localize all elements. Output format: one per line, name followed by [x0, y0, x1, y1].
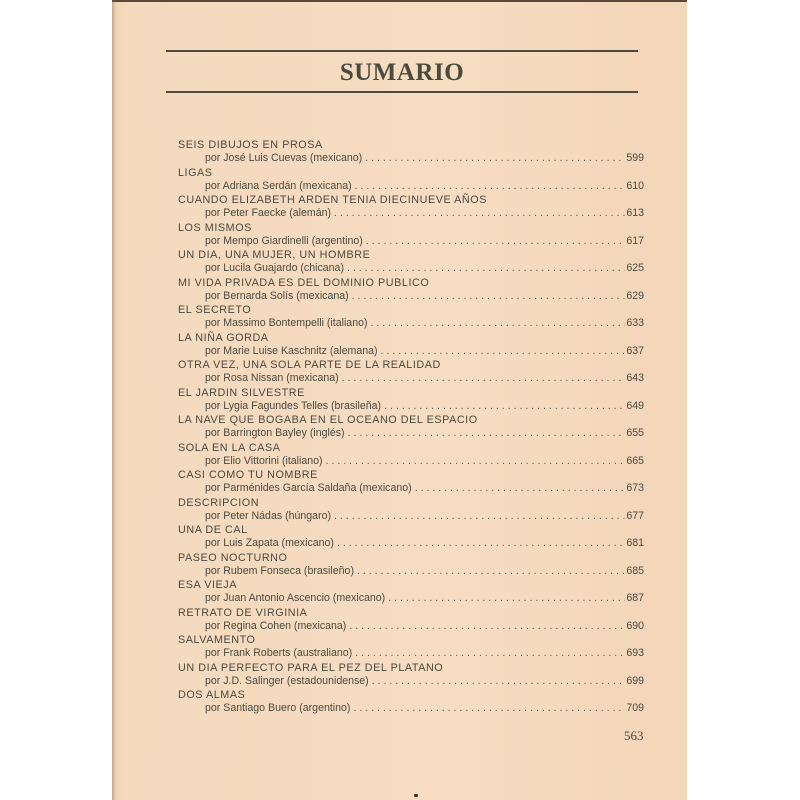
story-author: por Adriana Serdán (mexicana) — [205, 179, 352, 192]
author-row — [205, 235, 644, 247]
story-title: RETRATO DE VIRGINIA — [178, 606, 308, 619]
story-title: SEIS DIBUJOS EN PROSA — [178, 139, 323, 151]
author-row — [205, 262, 644, 274]
story-author: por Rubem Fonseca (brasileño) — [205, 564, 354, 577]
author-row — [205, 400, 644, 412]
toc-entry — [178, 497, 644, 525]
book-page — [112, 0, 687, 800]
dot-leader — [357, 565, 625, 577]
story-title: PASEO NOCTURNO — [178, 551, 288, 564]
story-title: EL JARDIN SILVESTRE — [178, 386, 305, 399]
author-row — [205, 647, 644, 659]
dot-leader — [355, 647, 625, 659]
dot-leader — [348, 427, 626, 439]
story-title: LA NAVE QUE BOGABA EN EL OCEANO DEL ESPACIO — [178, 414, 478, 426]
story-author: por Marie Luise Kaschnitz (alemana) — [205, 344, 378, 357]
story-page-number: 643 — [626, 372, 644, 384]
dot-leader — [353, 702, 625, 714]
toc-entry — [178, 579, 644, 607]
author-row — [205, 372, 644, 384]
story-title: UN DIA PERFECTO PARA EL PEZ DEL PLATANO — [178, 661, 444, 674]
toc-entry — [178, 249, 644, 277]
author-row — [205, 620, 644, 632]
story-page-number: 637 — [626, 344, 644, 357]
story-title: LOS MISMOS — [178, 221, 252, 234]
story-page-number: 649 — [626, 399, 644, 412]
author-row — [205, 482, 644, 494]
story-author: por Frank Roberts (australiano) — [205, 647, 353, 659]
story-author: por Bernarda Solís (mexicana) — [205, 289, 349, 302]
story-page-number: 690 — [626, 619, 644, 632]
dot-leader — [415, 482, 626, 494]
story-page-number: 625 — [626, 262, 644, 274]
dot-leader — [337, 537, 625, 549]
story-page-number: 681 — [626, 537, 644, 549]
story-title: CASI COMO TU NOMBRE — [178, 469, 318, 481]
dot-leader — [365, 152, 625, 164]
story-page-number: 677 — [626, 509, 644, 522]
story-author: por Santiago Buero (argentino) — [205, 702, 351, 714]
story-author: por Regina Cohen (mexicana) — [205, 619, 347, 632]
table-of-contents — [178, 139, 644, 717]
title-rule-top — [166, 50, 638, 52]
toc-entry — [178, 359, 644, 387]
dot-leader — [372, 675, 626, 687]
page-number: 563 — [624, 728, 644, 743]
author-row — [205, 180, 644, 192]
story-page-number: 617 — [626, 234, 644, 247]
author-row — [205, 427, 644, 439]
author-row — [205, 207, 644, 219]
story-page-number: 673 — [626, 482, 644, 494]
story-page-number: 655 — [626, 427, 644, 439]
story-page-number: 693 — [626, 647, 644, 659]
story-author: por Mempo Giardinelli (argentino) — [205, 234, 363, 247]
story-author: por J.D. Salinger (estadounidense) — [205, 674, 369, 687]
toc-entry — [178, 387, 644, 415]
dot-leader — [334, 207, 625, 219]
dot-leader — [388, 592, 625, 604]
story-page-number: 687 — [626, 592, 644, 604]
story-page-number: 599 — [626, 152, 644, 164]
author-row — [205, 510, 644, 522]
story-author: por Peter Faecke (alemán) — [205, 207, 332, 219]
author-row — [205, 565, 644, 577]
story-title: DESCRIPCION — [178, 496, 260, 509]
story-title: MI VIDA PRIVADA ES DEL DOMINIO PUBLICO — [178, 276, 430, 289]
dot-leader — [355, 180, 626, 192]
dot-leader — [342, 372, 626, 384]
toc-entry — [178, 442, 644, 470]
story-author: por Luis Zapata (mexicano) — [205, 537, 334, 549]
toc-entry — [178, 167, 644, 195]
story-title: LIGAS — [178, 166, 213, 179]
author-row — [205, 345, 644, 357]
dot-leader — [384, 400, 625, 412]
story-author: por Peter Nádas (húngaro) — [205, 509, 332, 522]
toc-entry — [178, 662, 644, 690]
toc-entry — [178, 469, 644, 497]
page-title: SUMARIO — [339, 59, 465, 86]
toc-entry — [178, 304, 644, 332]
story-title: ESA VIEJA — [178, 579, 237, 591]
story-page-number: 699 — [626, 674, 644, 687]
toc-entry — [178, 139, 644, 167]
author-row — [205, 290, 644, 302]
story-author: por José Luis Cuevas (mexicano) — [205, 152, 363, 164]
story-page-number: 629 — [626, 289, 644, 302]
story-page-number: 709 — [626, 702, 644, 714]
story-title: SALVAMENTO — [178, 634, 256, 646]
print-mark — [414, 794, 418, 797]
toc-entry — [178, 194, 644, 222]
toc-entry — [178, 634, 644, 662]
toc-entry — [178, 552, 644, 580]
story-title: UNA DE CAL — [178, 524, 248, 536]
toc-entry — [178, 414, 644, 442]
author-row — [205, 152, 644, 164]
author-row — [205, 702, 644, 714]
story-title: DOS ALMAS — [178, 689, 246, 701]
dot-leader — [381, 345, 626, 357]
story-page-number: 665 — [626, 454, 644, 467]
toc-entry — [178, 332, 644, 360]
story-page-number: 610 — [626, 179, 644, 192]
toc-entry — [178, 277, 644, 305]
story-author: por Lucila Guajardo (chicana) — [205, 262, 344, 274]
dot-leader — [349, 620, 625, 632]
toc-entry — [178, 222, 644, 250]
story-author: por Elio Vittorini (italiano) — [205, 454, 323, 467]
story-page-number: 633 — [626, 317, 644, 329]
author-row — [205, 592, 644, 604]
dot-leader — [352, 290, 626, 302]
story-title: OTRA VEZ, UNA SOLA PARTE DE LA REALIDAD — [178, 359, 441, 371]
author-row — [205, 537, 644, 549]
dot-leader — [326, 455, 626, 467]
story-author: por Barrington Bayley (inglés) — [205, 427, 345, 439]
dot-leader — [371, 317, 626, 329]
dot-leader — [347, 262, 625, 274]
story-page-number: 613 — [626, 207, 644, 219]
story-author: por Rosa Nissan (mexicana) — [205, 372, 339, 384]
story-title: UN DIA, UNA MUJER, UN HOMBRE — [178, 249, 371, 261]
dot-leader — [334, 510, 625, 522]
author-row — [205, 455, 644, 467]
story-author: por Massimo Bontempelli (italiano) — [205, 317, 368, 329]
story-title: CUANDO ELIZABETH ARDEN TENIA DIECINUEVE AÑOS — [178, 194, 487, 206]
story-title: SOLA EN LA CASA — [178, 441, 281, 454]
story-page-number: 685 — [626, 564, 644, 577]
author-row — [205, 317, 644, 329]
story-author: por Lygia Fagundes Telles (brasileña) — [205, 399, 382, 412]
author-row — [205, 675, 644, 687]
toc-entry — [178, 607, 644, 635]
toc-entry — [178, 524, 644, 552]
dot-leader — [366, 235, 626, 247]
story-title: LA NIÑA GORDA — [178, 331, 269, 344]
story-author: por Juan Antonio Ascencio (mexicano) — [205, 592, 386, 604]
story-author: por Parménides García Saldaña (mexicano) — [205, 482, 412, 494]
title-rule-bottom — [166, 91, 638, 93]
story-title: EL SECRETO — [178, 304, 252, 316]
toc-entry — [178, 689, 644, 717]
